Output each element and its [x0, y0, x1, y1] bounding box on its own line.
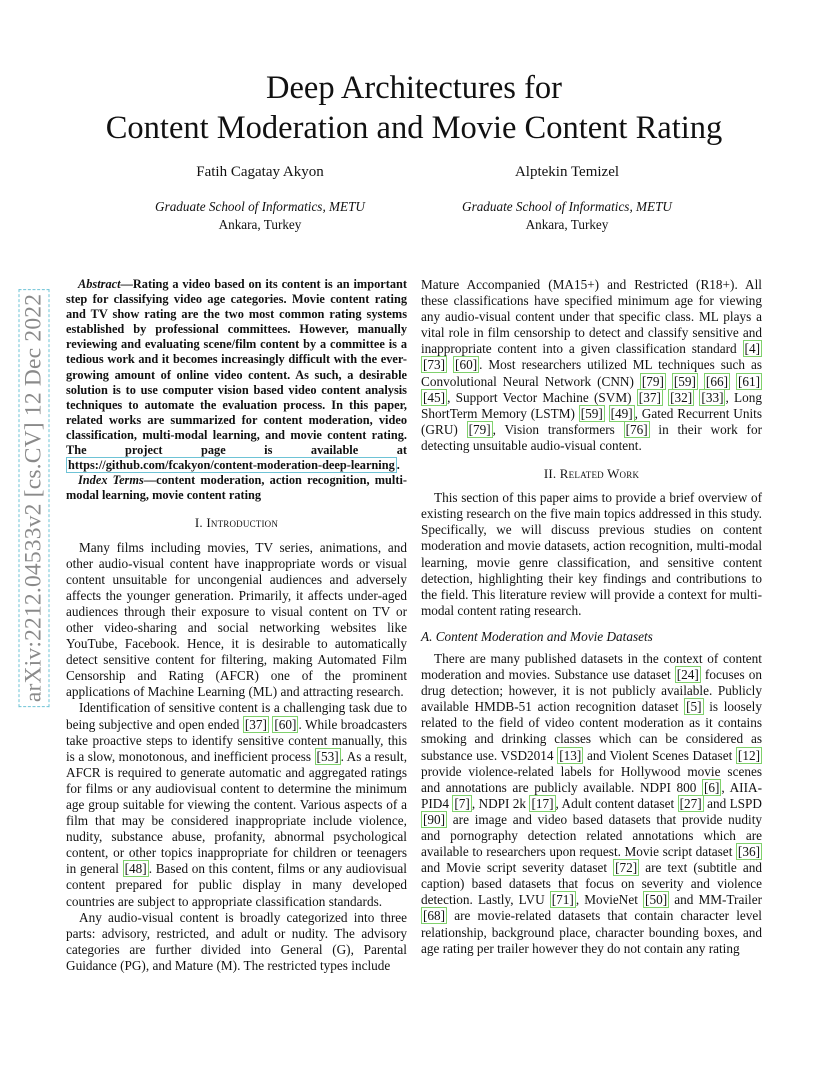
abstract-end: . — [396, 458, 400, 473]
subsection-label: A. — [421, 628, 433, 644]
citation-link[interactable]: [36] — [737, 844, 760, 860]
intro-paragraph-2 — [66, 700, 407, 909]
citation-link[interactable]: [27] — [679, 795, 702, 811]
text-run: , AIIA-PID4 — [421, 779, 762, 811]
citation-link[interactable]: [68] — [423, 908, 446, 924]
citation-link[interactable]: [48] — [124, 861, 147, 877]
intro-paragraph-1: Many films including movies, TV series, animations, and other audio-visual content have inappropriate words or visual content unsuitable for uncongenial audiences and adversely affects the younger generation. Primarily, it affects under-aged audiences through their exposure to visual content on TV or other video-sharing and social networking websites like YouTube, Facebook. Hence, it is desirable to automatically detect sensitive content for filtering, making Automated Film Censorship and Rating (AFCR) one of the prominent applications of Machine Learning (ML) and attracting research. — [66, 539, 407, 700]
citation-link[interactable]: [32] — [670, 389, 693, 405]
section-title: Related Work — [559, 466, 640, 482]
citation-link[interactable]: [79] — [641, 373, 664, 389]
citation-link[interactable]: [5] — [686, 699, 702, 715]
text-run: focuses on drug detection; however, it is not publicly available. Publicly available HMDB-51 action recognition dataset — [421, 667, 762, 715]
author-name-1: Fatih Cagatay Akyon — [196, 164, 324, 180]
citation-link[interactable]: [49] — [610, 405, 633, 421]
left-column — [66, 277, 407, 974]
section-number: II. — [543, 466, 557, 482]
affiliation-school-1: Graduate School of Informatics, METU — [155, 199, 365, 214]
citation-link[interactable]: [72] — [615, 860, 638, 876]
affiliation-school-2: Graduate School of Informatics, METU — [462, 199, 672, 214]
index-terms — [66, 473, 407, 503]
author-affiliation-2 — [397, 198, 737, 234]
text-run: provide violence-related labels for Hollywood movie scenes and annotations are publicly available. NDPI 800 — [421, 763, 762, 795]
text-run: . As a result, AFCR is required to generate automatic and aggregated ratings for films or any audiovisual content to determine the minimum age group suitable for viewing the content. Various aspects of a film that may be considered inappropriate include violence, nudity, substance abuse, profanity, abnormal psychological content, or other topics inappropriate for children or teenagers in general — [66, 748, 408, 877]
citation-link[interactable]: [79] — [468, 421, 491, 437]
citation-link[interactable]: [60] — [455, 357, 478, 373]
citation-link[interactable]: [17] — [531, 795, 554, 811]
text-run: in their work for detecting unsuitable audio-visual content. — [421, 421, 762, 453]
index-terms-label: Index Terms — [78, 473, 144, 488]
text-run: , Long ShortTerm Memory (LSTM) — [421, 389, 762, 421]
text-run: and LSPD — [703, 795, 762, 811]
citation-link[interactable]: [7] — [454, 795, 470, 811]
section-number: I. — [194, 515, 203, 531]
affiliation-location-2: Ankara, Turkey — [525, 217, 609, 232]
author-name-2: Alptekin Temizel — [514, 164, 620, 180]
text-run: , MovieNet — [575, 892, 644, 908]
text-run: , Adult content dataset — [555, 795, 678, 811]
citation-link[interactable]: [66] — [705, 373, 728, 389]
section-heading-related-work — [421, 466, 762, 482]
subsection-heading-datasets — [421, 629, 762, 645]
citation-link[interactable]: [37] — [244, 716, 267, 732]
citation-link[interactable]: [73] — [423, 357, 446, 373]
text-run: and Movie script severity dataset — [421, 860, 614, 876]
text-run: , Vision transformers — [492, 421, 624, 437]
citation-link[interactable]: [90] — [423, 811, 446, 827]
text-run: are text (subtitle and caption) based datasets that focus on severity and violence detection. Lastly, LVU — [421, 860, 762, 908]
citation-link[interactable]: [71] — [551, 892, 574, 908]
citation-link[interactable]: [76] — [625, 421, 648, 437]
citation-link[interactable]: [24] — [676, 667, 699, 683]
citation-link[interactable]: [45] — [423, 389, 446, 405]
text-run: are movie-related datasets that contain character level relationship, background place, character bounding boxes, and age rating per trailer however they do not contain any rating — [421, 908, 762, 956]
project-page-link[interactable]: https://github.com/fcakyon/content-moderation-deep-learning — [68, 458, 395, 473]
text-run: , NDPI 2k — [471, 795, 530, 811]
text-run: are image and video based datasets that provide nudity and pornography detection related annotations which are available to researchers upon request. Movie script dataset — [421, 811, 762, 860]
abstract-body: —Rating a video based on its content is an important step for classifying video age categories. Movie content rating and TV show rating are the two most common rating systems established by professional committees. However, manually reviewing and evaluating scene/film content by a committee is a tedious work and it becomes increasingly difficult with the ever-growing amount of online video content. As such, a desirable solution is to use computer vision based video content analysis techniques to automate the evaluation process. In this paper, related works are summarized for content moderation, video classification, multi-modal learning, and movie content rating. The project page is available at — [66, 277, 407, 458]
text-run: , Support Vector Machine (SVM) — [447, 389, 637, 405]
citation-link[interactable]: [4] — [744, 341, 760, 357]
text-run: and Violent Scenes Dataset — [583, 747, 736, 763]
citation-link[interactable]: [61] — [737, 373, 761, 389]
text-run: , Gated Recurrent Units (GRU) — [421, 405, 762, 437]
title-line-1: Deep Architectures for — [266, 70, 562, 106]
title-line-2: Content Moderation and Movie Content Rating — [105, 110, 723, 146]
section-title: Introduction — [206, 515, 279, 531]
intro-paragraph-3-continued — [421, 277, 762, 454]
author-affiliation-1 — [90, 198, 430, 234]
text-run: There are many published datasets in the context of content moderation and movies. Substance use dataset — [421, 650, 762, 683]
text-run: . While broadcasters take proactive steps to identify sensitive content manually, this is a slow, monotonous, and inefficient process — [66, 716, 407, 764]
text-run: is loosely related to the field of video content moderation as it contains smoking and drinking classes which can be considered as substance use. VSD2014 — [421, 699, 762, 763]
index-terms-body: —content moderation, action recognition, multi-modal learning, movie content rating — [66, 473, 407, 503]
citation-link[interactable]: [59] — [580, 405, 603, 421]
citation-link[interactable]: [6] — [703, 779, 720, 795]
text-run: and MM-Trailer — [669, 892, 762, 908]
citation-link[interactable]: [60] — [274, 716, 297, 732]
citation-link[interactable]: [33] — [701, 389, 724, 405]
abstract — [66, 277, 407, 473]
affiliation-location-1: Ankara, Turkey — [218, 217, 302, 232]
citation-link[interactable]: [12] — [737, 747, 760, 763]
citation-link[interactable]: [53] — [316, 748, 339, 764]
datasets-paragraph-1 — [421, 651, 762, 957]
text-run: . Based on this content, films or any audiovisual content prepared for public display in many developed countries are subject to appropriate classification standards. — [66, 861, 407, 909]
arxiv-stamp[interactable] — [20, 252, 48, 744]
text-run: Identification of sensitive content is a challenging task due to being subjective and open ended — [66, 700, 407, 732]
arxiv-id-link[interactable]: arXiv:2212.04533v2 [cs.CV] 12 Dec 2022 — [19, 289, 50, 707]
text-run: Mature Accompanied (MA15+) and Restricted (R18+). All these classifications have specified minimum age for viewing any audio-visual content under that specific class. ML plays a vital role in film censorship to detect and classify sensitive and inappropriate content into a given classification standard — [421, 277, 762, 357]
citation-link[interactable]: [37] — [638, 389, 661, 405]
citation-link[interactable]: [50] — [645, 892, 668, 908]
citation-link[interactable]: [59] — [673, 373, 696, 389]
abstract-label: Abstract — [78, 277, 121, 291]
related-work-paragraph-1: This section of this paper aims to provide a brief overview of existing research on the five main topics addressed in this study. Specifically, we will discuss previous studies on content moderation and movie datasets, action recognition, multi-modal learning, movie genre classification, and sensitive content detection, highlighting their key findings and contributions to the field. This literature review will provide a context for multi-modal content rating research. — [421, 490, 762, 618]
text-run: . Most researchers utilized ML techniques such as Convolutional Neural Network (CNN) — [421, 357, 762, 389]
intro-paragraph-3: Any audio-visual content is broadly categorized into three parts: advisory, restricted, and adult or nudity. The advisory categories are further divided into General (G), Parental Guidance (PG), and Mature (M). The restricted types include — [66, 909, 407, 973]
section-heading-introduction — [66, 515, 407, 531]
paper-title — [0, 68, 828, 148]
citation-link[interactable]: [13] — [559, 747, 582, 763]
right-column — [421, 277, 762, 957]
subsection-title: Content Moderation and Movie Datasets — [435, 628, 653, 644]
